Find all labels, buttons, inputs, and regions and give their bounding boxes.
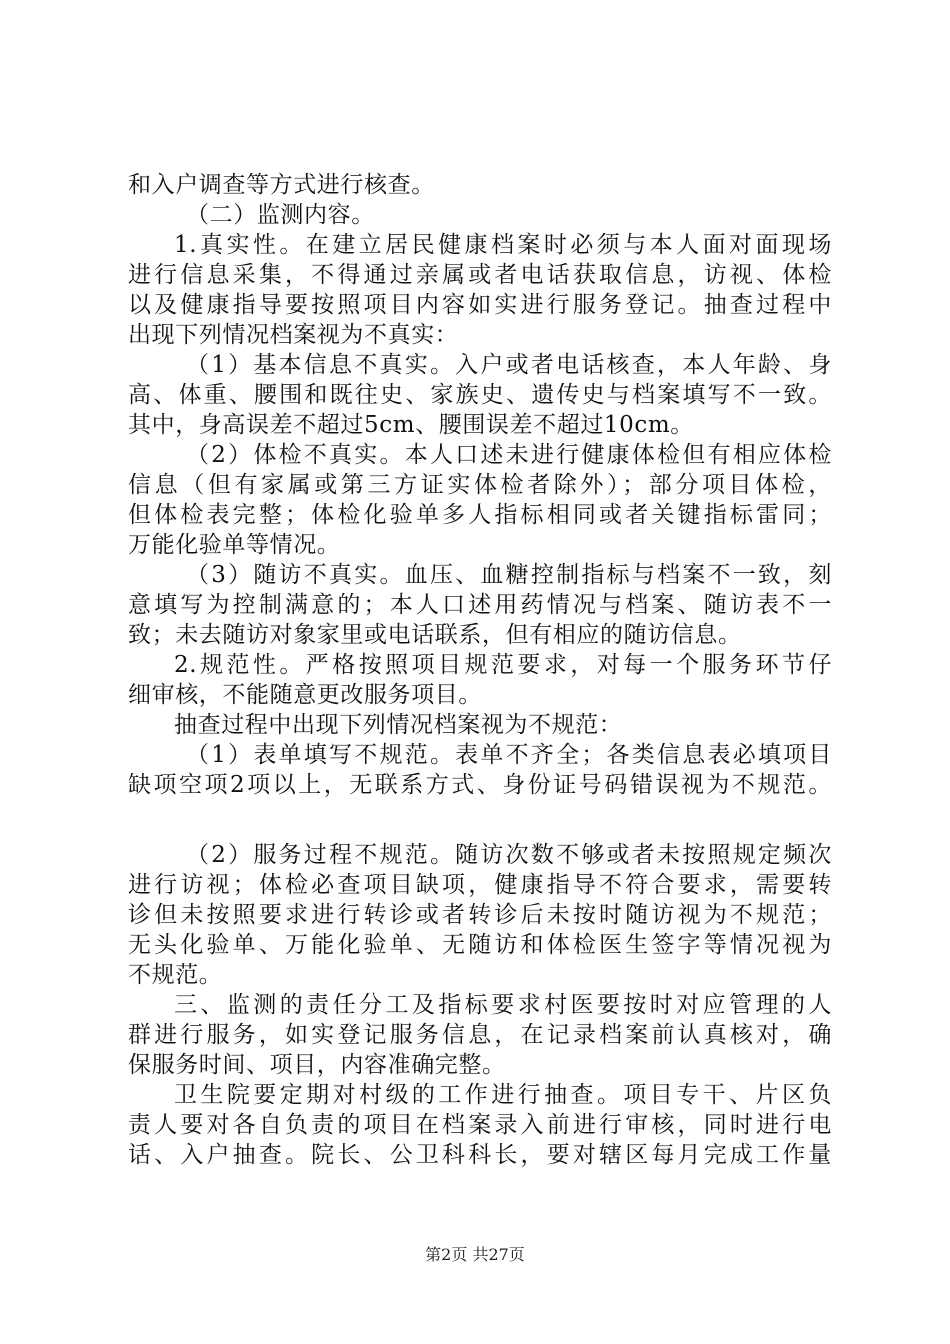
text-line: 抽查过程中出现下列情况档案视为不规范：: [174, 712, 623, 738]
text-line: 但体检表完整；体检化验单多人指标相同或者关键指标雷同；: [128, 502, 832, 528]
text-line: 话、入户抽查。院长、公卫科科长，要对辖区每月完成工作量: [128, 1142, 832, 1168]
text-line: 出现下列情况档案视为不真实：: [128, 322, 459, 348]
text-line: （2）体检不真实。本人口述未进行健康体检但有相应体检: [186, 442, 832, 468]
text-line: 责人要对各自负责的项目在档案录入前进行审核，同时进行电: [128, 1112, 832, 1138]
text-line: 1.真实性。在建立居民健康档案时必须与本人面对面现场: [174, 232, 832, 258]
text-line: 2.规范性。严格按照项目规范要求，对每一个服务环节仔: [174, 652, 832, 678]
text-line: 进行访视；体检必查项目缺项，健康指导不符合要求，需要转: [128, 872, 832, 898]
section-heading: （二）监测内容。: [186, 202, 375, 228]
text-line: 无头化验单、万能化验单、无随访和体检医生签字等情况视为: [128, 932, 832, 958]
text-line: 保服务时间、项目，内容准确完整。: [128, 1052, 506, 1078]
text-line: 进行信息采集，不得通过亲属或者电话获取信息，访视、体检: [128, 262, 832, 288]
text-line: 信息（但有家属或第三方证实体检者除外）；部分项目体检，: [128, 472, 832, 498]
text-line: 不规范。: [128, 962, 223, 988]
text-line: 群进行服务，如实登记服务信息，在记录档案前认真核对，确: [128, 1022, 832, 1048]
text-line: 缺项空项2项以上，无联系方式、身份证号码错误视为不规范。: [128, 772, 832, 798]
text-line: 细审核，不能随意更改服务项目。: [128, 682, 482, 708]
text-line: （1）表单填写不规范。表单不齐全；各类信息表必填项目: [186, 742, 832, 768]
page-footer: 第2页 共27页: [425, 1245, 525, 1264]
text-line: （2）服务过程不规范。随访次数不够或者未按照规定频次: [186, 842, 832, 868]
text-line: （1）基本信息不真实。入户或者电话核查，本人年龄、身: [186, 352, 832, 378]
text-line: 高、体重、腰围和既往史、家族史、遗传史与档案填写不一致。: [128, 382, 832, 408]
text-line: 致；未去随访对象家里或电话联系，但有相应的随访信息。: [128, 622, 742, 648]
paragraph-gap: [128, 800, 832, 840]
text-line: 万能化验单等情况。: [128, 532, 341, 558]
text-line: 卫生院要定期对村级的工作进行抽查。项目专干、片区负: [174, 1082, 832, 1108]
text-line: 其中，身高误差不超过5cm、腰围误差不超过10cm。: [128, 412, 694, 438]
text-line: （3）随访不真实。血压、血糖控制指标与档案不一致，刻: [186, 562, 832, 588]
text-line: 和入户调查等方式进行核查。: [128, 172, 435, 198]
text-line: 诊但未按照要求进行转诊或者转诊后未按时随访视为不规范；: [128, 902, 832, 928]
text-line: 以及健康指导要按照项目内容如实进行服务登记。抽查过程中: [128, 292, 832, 318]
text-line: 三、监测的责任分工及指标要求村医要按时对应管理的人: [174, 992, 832, 1018]
text-line: 意填写为控制满意的；本人口述用药情况与档案、随访表不一: [128, 592, 832, 618]
document-body: [128, 170, 832, 1170]
